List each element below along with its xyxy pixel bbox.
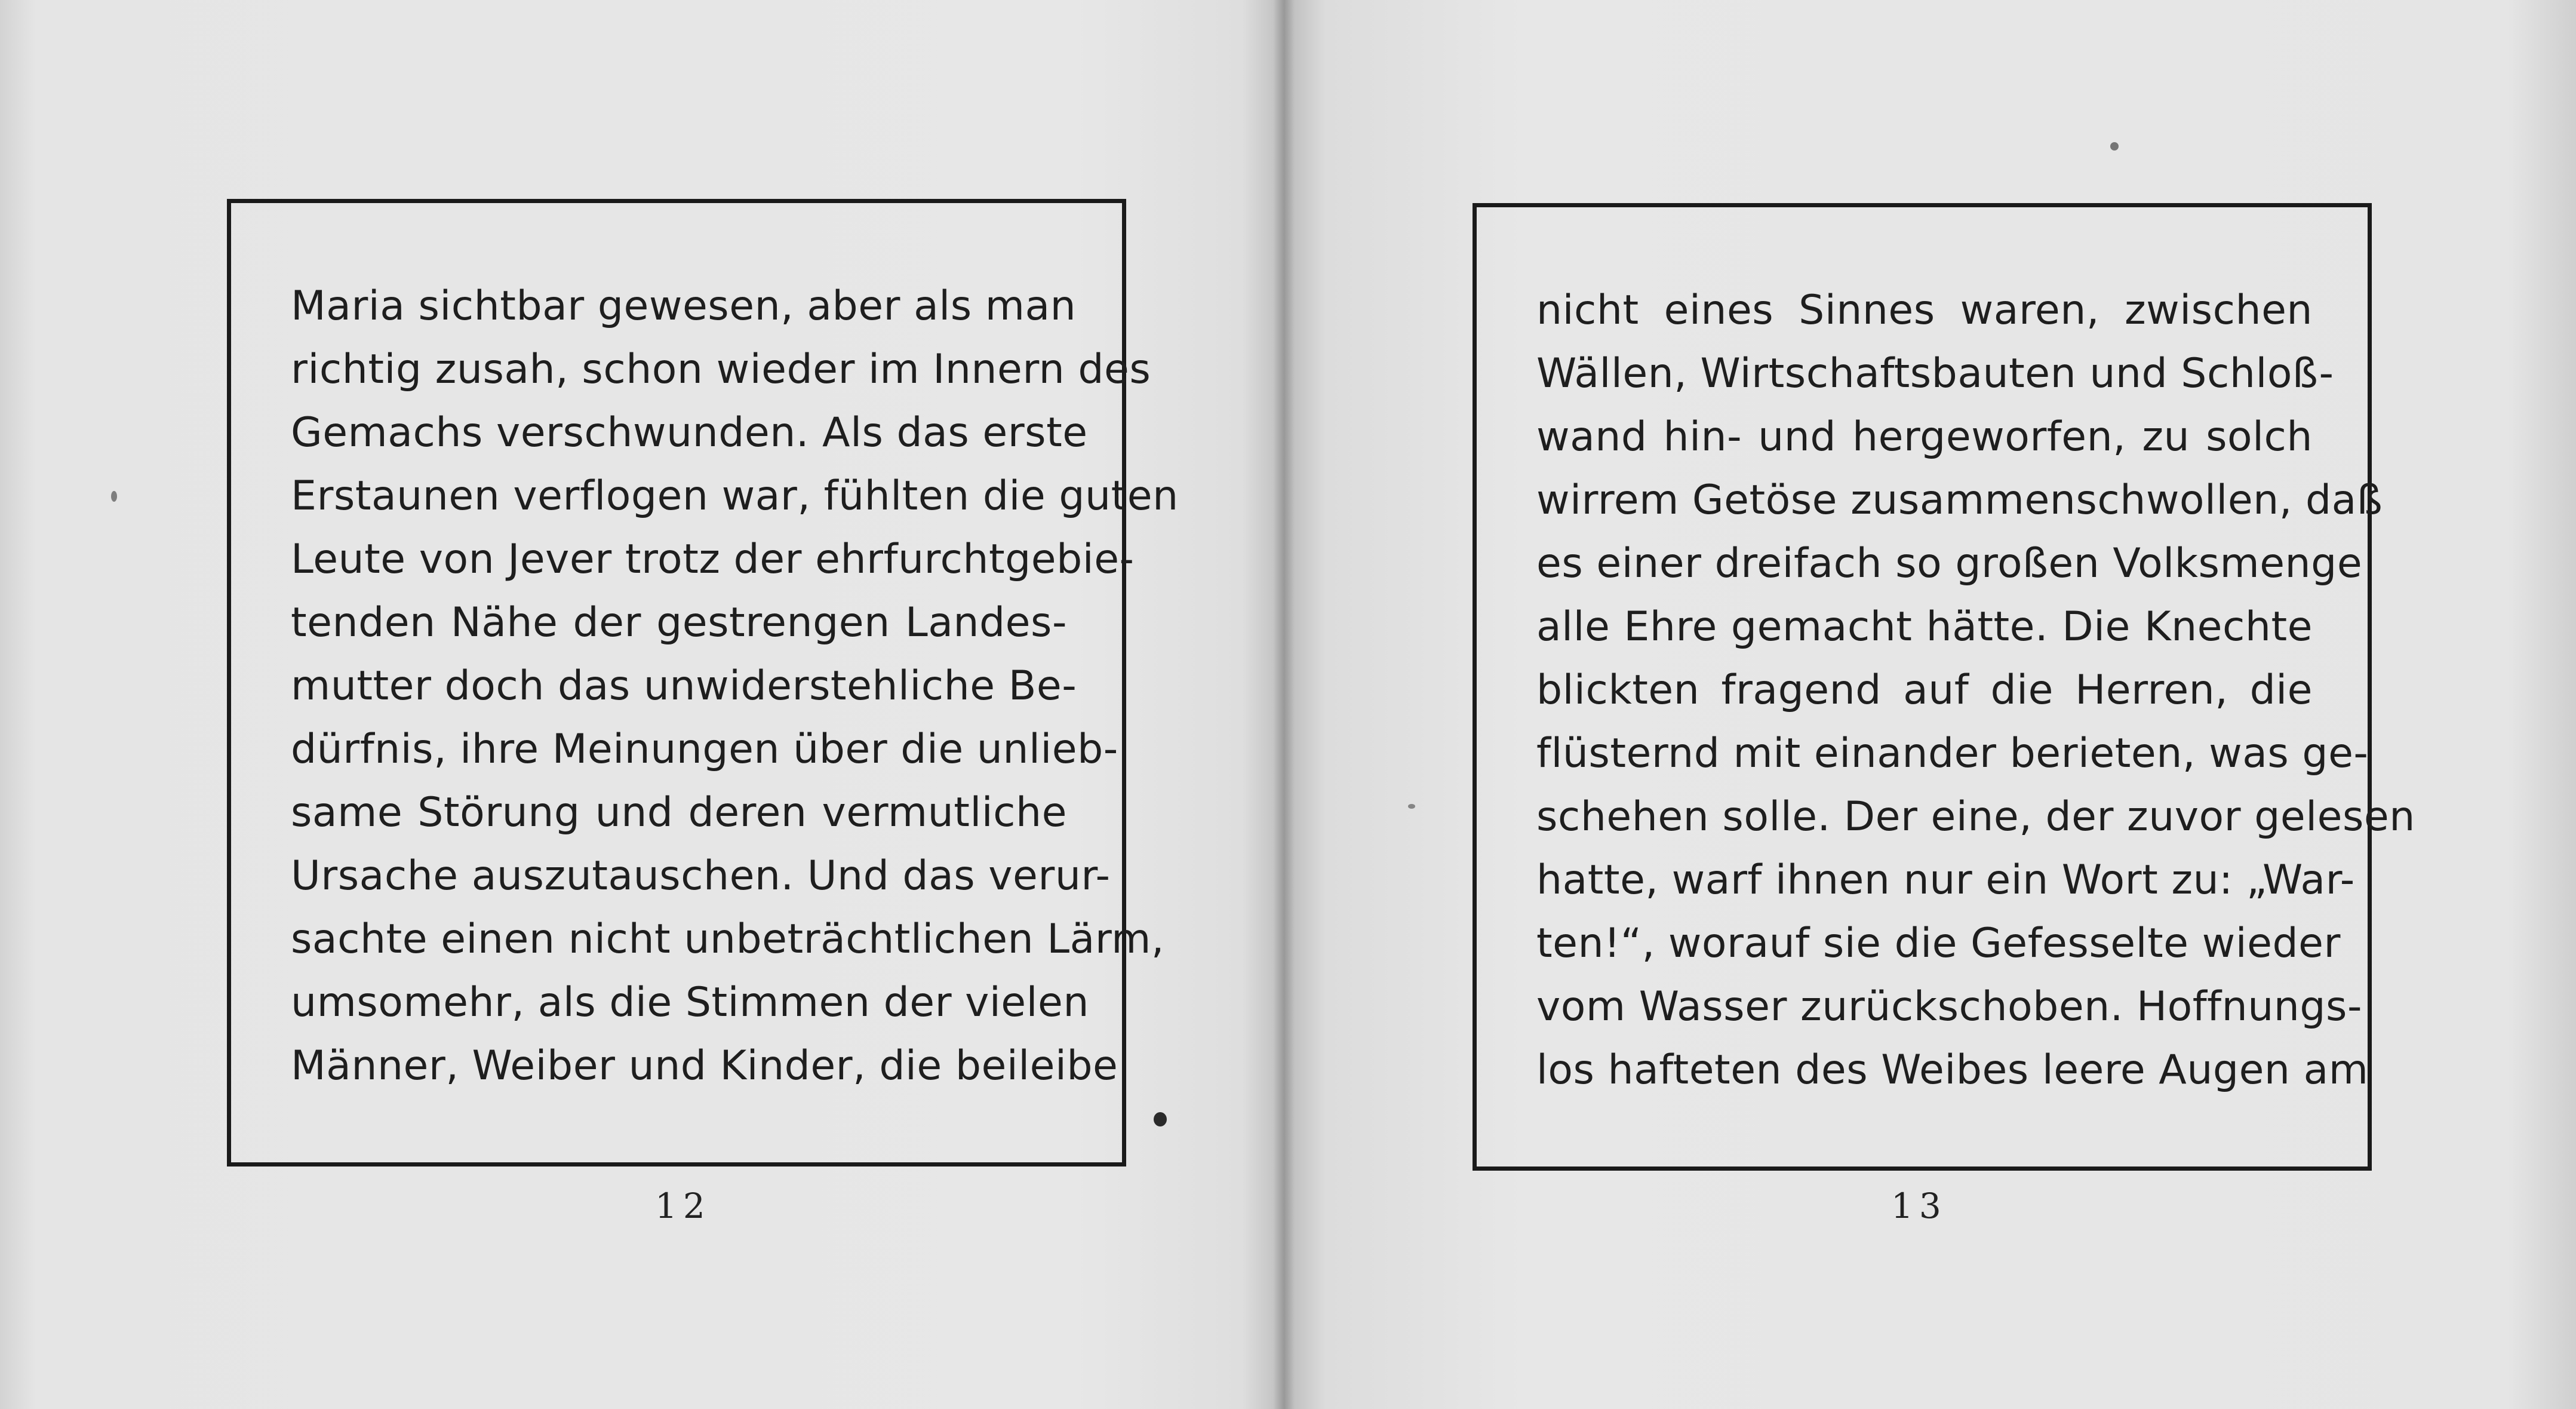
left-line: Leute von Jever trotz der ehrfurchtgebie- (291, 536, 1135, 583)
right-page-number: 13 (1891, 1186, 1947, 1226)
left-line: umsomehr, als die Stimmen der vielen (291, 979, 1089, 1026)
left-line: same Störung und deren vermutliche (291, 789, 1067, 836)
left-line: Erstaunen verflogen war, fühlten die guten (291, 472, 1179, 520)
ink-speck (111, 491, 117, 502)
ink-speck (1408, 804, 1415, 809)
right-line: flüsternd mit einander berieten, was ge- (1536, 730, 2369, 777)
right-line: schehen solle. Der eine, der zuvor gelesen (1536, 793, 2415, 840)
right-line: ten!“, worauf sie die Gefesselte wieder (1536, 920, 2341, 967)
right-line: vom Wasser zurückschoben. Hoffnungs- (1536, 983, 2363, 1030)
right-line: Wällen, Wirtschaftsbauten und Schloß- (1536, 350, 2334, 397)
left-line: Gemachs verschwunden. Als das erste (291, 409, 1088, 456)
left-line: sachte einen nicht unbeträchtlichen Lärm, (291, 916, 1164, 963)
right-line: wirrem Getöse zusammenschwollen, daß (1536, 477, 2383, 524)
right-line: wand hin- und hergeworfen, zu solch (1536, 413, 2313, 461)
left-line: Maria sichtbar gewesen, aber als man (291, 283, 1077, 330)
book-gutter (1273, 0, 1295, 1409)
right-page (1284, 0, 2576, 1409)
left-line: Ursache auszutauschen. Und das verur- (291, 852, 1111, 900)
left-line: Männer, Weiber und Kinder, die beileibe (291, 1042, 1118, 1089)
right-line: los hafteten des Weibes leere Augen am (1536, 1046, 2369, 1094)
right-line: es einer dreifach so großen Volksmenge (1536, 540, 2363, 587)
left-text-block (291, 275, 1179, 1098)
right-text-frame (1473, 203, 2415, 1171)
right-line: hatte, warf ihnen nur ein Wort zu: „War- (1536, 857, 2355, 904)
right-line: alle Ehre gemacht hätte. Die Knechte (1536, 603, 2313, 650)
right-line: nicht eines Sinnes waren, zwischen (1536, 287, 2313, 334)
left-page-number: 12 (655, 1186, 711, 1226)
left-text-frame (227, 199, 1179, 1167)
ink-speck (2110, 142, 2119, 151)
left-line: richtig zusah, schon wieder im Innern des (291, 346, 1151, 393)
right-text-block (1536, 279, 2415, 1102)
left-line: dürfnis, ihre Meinungen über die unlieb- (291, 726, 1118, 773)
left-page (0, 0, 1284, 1409)
left-line: tenden Nähe der gestrengen Landes- (291, 599, 1067, 646)
ink-speck (1154, 1112, 1167, 1126)
left-line: mutter doch das unwiderstehliche Be- (291, 662, 1077, 710)
right-line: blickten fragend auf die Herren, die (1536, 667, 2313, 714)
